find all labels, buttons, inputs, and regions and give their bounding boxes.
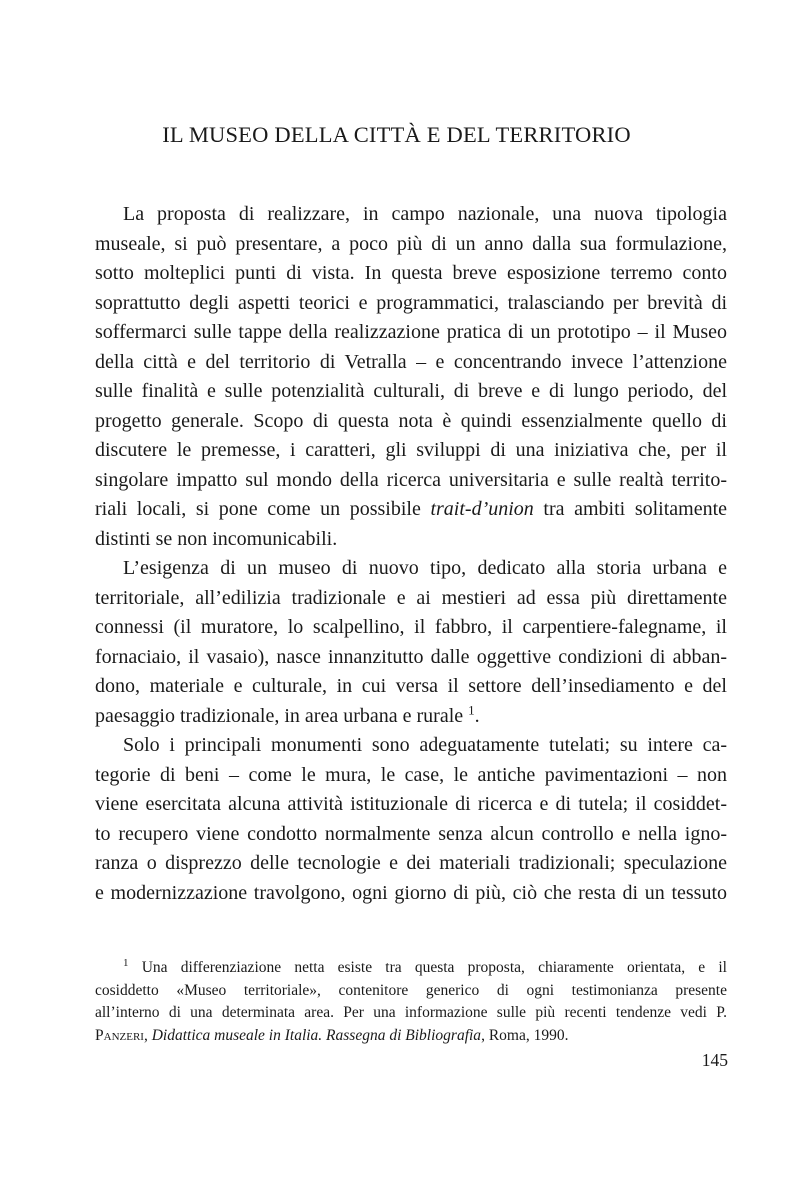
text-line: tegorie di beni – come le mura, le case, le antiche pavimentazioni – non bbox=[95, 763, 727, 786]
text-line: connessi (il muratore, lo scalpellino, il fabbro, il carpentiere-falegname, il bbox=[95, 616, 727, 638]
text-line: dono, materiale e culturale, in cui versa il settore dell’insediamento e del bbox=[95, 675, 727, 697]
text-line-with-italic bbox=[95, 495, 727, 525]
text-line: della città e del territorio di Vetralla – e concentrando invece l’attenzione bbox=[95, 350, 727, 373]
paragraph-1 bbox=[95, 200, 727, 554]
footnote-number: 1 bbox=[123, 956, 129, 969]
paragraph-3 bbox=[95, 731, 727, 908]
text-segment: Una differenziazione netta esiste tra questa proposta, chiaramente orientata, e il bbox=[141, 959, 727, 976]
text-line: soffermarci sulle tappe della realizzazione pratica di un prototipo – il Museo bbox=[95, 321, 727, 343]
text-segment: paesaggio tradizionale, in area urbana e rurale bbox=[95, 704, 464, 727]
text-line: viene esercitata alcuna attività istituzionale di ricerca e di tutela; il cosiddet- bbox=[95, 793, 727, 815]
footnote-line: all’interno di una determinata area. Per una informazione sulle più recenti tendenze vedi P. bbox=[95, 1004, 727, 1021]
page-number: 145 bbox=[701, 1050, 728, 1070]
text-line: museale, si può presentare, a poco più di un anno dalla sua formulazione, bbox=[95, 232, 727, 255]
footnote-reference[interactable]: 1 bbox=[468, 701, 475, 717]
text-line: La proposta di realizzare, in campo nazionale, una nuova tipologia bbox=[123, 203, 727, 225]
text-line: distinti se non incomunicabili. bbox=[95, 527, 338, 550]
text-line: sotto molteplici punti di vista. In questa breve esposizione terremo conto bbox=[95, 262, 727, 284]
footnotes bbox=[95, 957, 727, 1047]
text-line: discutere le premesse, i caratteri, gli sviluppi di una iniziativa che, per il bbox=[95, 439, 727, 461]
text-segment: tra ambiti solitamente bbox=[543, 498, 728, 520]
text-line: to recupero viene condotto normalmente senza alcun controllo e nella igno- bbox=[95, 822, 727, 845]
text-segment: riali locali, si pone come un possibile bbox=[95, 498, 421, 520]
book-title: Didattica museale in Italia. Rassegna di Bibliografia bbox=[151, 1026, 482, 1044]
text-line: sulle finalità e sulle potenzialità culturali, di breve e di lungo periodo, del bbox=[95, 380, 727, 402]
text-segment: , Roma, 1990. bbox=[481, 1026, 569, 1044]
text-line: progetto generale. Scopo di questa nota è quindi essenzialmente quello di bbox=[95, 409, 727, 432]
text-line: territoriale, all’edilizia tradizionale e ai mestieri ad essa più direttamente bbox=[95, 586, 727, 609]
chapter-title: IL MUSEO DELLA CITTÀ E DEL TERRITORIO bbox=[162, 122, 631, 147]
footnote-line: cosiddetto «Museo territoriale», contenitore generico di ogni testimonianza presente bbox=[95, 981, 727, 999]
text-line: fornaciaio, il vasaio), nasce innanzitutto dalle oggettive condizioni di abban- bbox=[95, 645, 727, 668]
author-name: Panzeri bbox=[95, 1026, 144, 1044]
text-line-with-note bbox=[95, 702, 727, 732]
text-line: L’esigenza di un museo di nuovo tipo, dedicato alla storia urbana e bbox=[123, 557, 727, 579]
text-line: Solo i principali monumenti sono adeguatamente tutelati; su intere ca- bbox=[123, 734, 727, 756]
text-line: soprattutto degli aspetti teorici e programmatici, tralasciando per brevità di bbox=[95, 291, 727, 314]
text-line: singolare impatto sul mondo della ricerca universitaria e sulle realtà territo- bbox=[95, 468, 727, 491]
text-line: ranza o disprezzo delle tecnologie e dei materiali tradizionali; speculazione bbox=[95, 852, 727, 874]
italic-phrase: trait-d’union bbox=[430, 498, 534, 520]
text-line: e modernizzazione travolgono, ogni giorno di più, ciò che resta di un tessuto bbox=[95, 881, 727, 904]
footnote-line bbox=[95, 1025, 727, 1048]
text-segment: . bbox=[474, 704, 480, 727]
footnote-line bbox=[95, 957, 727, 980]
body-text bbox=[95, 200, 727, 908]
paragraph-2 bbox=[95, 554, 727, 731]
text-segment: , bbox=[143, 1026, 148, 1044]
